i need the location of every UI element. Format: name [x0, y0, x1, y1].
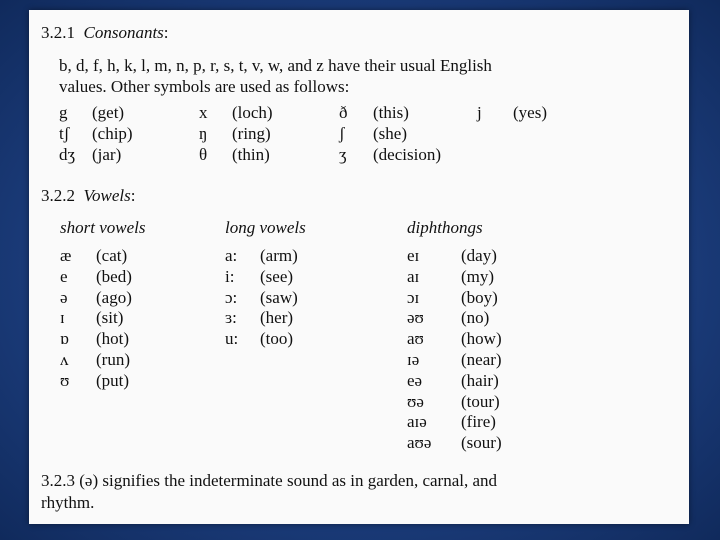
- section-title: Consonants: [83, 23, 164, 42]
- long-vowels-header: long vowels: [225, 218, 306, 237]
- long-vowel-example: (too): [260, 329, 294, 349]
- diph-vowel-example: (how): [461, 329, 502, 349]
- short-vowel-symbol: æ: [60, 246, 72, 265]
- consonant-example: (loch): [232, 103, 273, 122]
- long-vowel-example: (her): [260, 308, 294, 328]
- diph-vowel-example: (tour): [461, 391, 500, 411]
- consonant-example: (decision): [373, 145, 441, 164]
- consonant-example: (get): [92, 103, 125, 122]
- document-page: [29, 10, 689, 524]
- consonant-symbol: x: [199, 103, 208, 122]
- long-vowel-symbol: a:: [225, 246, 238, 265]
- section-number: 3.2.1: [41, 23, 75, 42]
- consonants-heading: [41, 23, 169, 43]
- consonant-symbol: ð: [339, 103, 348, 122]
- diph-vowel-example: (my): [461, 266, 495, 286]
- long-vowel-example: (arm): [260, 246, 298, 265]
- consonant-symbol: ŋ: [199, 124, 208, 143]
- long-vowel-symbol: i:: [225, 266, 235, 286]
- consonants-intro-line1: b, d, f, h, k, l, m, n, p, r, s, t, v, w, and z have their usual English: [59, 56, 492, 75]
- consonants-intro-line2: values. Other symbols are used as follows:: [59, 77, 350, 96]
- long-vowel-example: (saw): [260, 287, 298, 307]
- consonant-symbol: g: [59, 103, 68, 122]
- diph-vowel-symbol: ɪə: [407, 350, 420, 369]
- consonant-symbol: j: [477, 103, 482, 122]
- short-vowel-symbol: ʊ: [60, 370, 70, 390]
- diph-vowel-example: (boy): [461, 287, 498, 307]
- short-vowel-symbol: ɒ: [60, 329, 69, 349]
- heading-colon: :: [163, 23, 169, 42]
- consonant-symbol: θ: [199, 145, 208, 164]
- short-vowel-example: (sit): [96, 308, 124, 328]
- short-vowel-symbol: ʌ: [60, 350, 69, 369]
- short-vowel-symbol: ə: [60, 287, 68, 307]
- consonant-example: (yes): [513, 103, 547, 122]
- diph-vowel-symbol: aʊə: [407, 433, 432, 453]
- consonant-symbol: ʃ: [339, 124, 345, 143]
- heading-colon: :: [130, 186, 136, 205]
- diph-vowel-symbol: aɪ: [407, 266, 420, 286]
- short-vowel-example: (hot): [96, 329, 130, 349]
- diph-vowel-example: (hair): [461, 370, 499, 390]
- section-title: Vowels: [83, 186, 131, 205]
- long-vowel-symbol: ɜ:: [225, 308, 237, 328]
- consonant-symbol: tʃ: [59, 124, 70, 143]
- consonant-symbol: dʒ: [59, 145, 76, 164]
- long-vowel-symbol: ɔ:: [225, 287, 238, 307]
- note-line1: 3.2.3 (ə) signifies the indeterminate sound as in garden, carnal, and: [41, 471, 498, 490]
- short-vowel-example: (run): [96, 350, 130, 369]
- consonant-symbol: ʒ: [339, 145, 347, 164]
- short-vowel-example: (ago): [96, 287, 132, 307]
- consonant-example: (ring): [232, 124, 271, 143]
- diph-vowel-example: (fire): [461, 412, 496, 432]
- diph-vowel-symbol: eə: [407, 370, 423, 390]
- consonant-example: (jar): [92, 145, 122, 164]
- diphthongs-header: diphthongs: [407, 218, 483, 237]
- long-vowel-example: (see): [260, 266, 294, 286]
- diph-vowel-symbol: eɪ: [407, 246, 420, 265]
- short-vowel-symbol: e: [60, 266, 68, 286]
- diph-vowel-symbol: ʊə: [407, 391, 424, 411]
- consonant-example: (she): [373, 124, 407, 143]
- consonant-example: (thin): [232, 145, 270, 164]
- consonant-example: (chip): [92, 124, 133, 143]
- diph-vowel-example: (day): [461, 246, 497, 265]
- diph-vowel-example: (sour): [461, 433, 502, 453]
- diph-vowel-example: (near): [461, 350, 502, 369]
- short-vowel-symbol: ɪ: [60, 308, 65, 328]
- diph-vowel-example: (no): [461, 308, 490, 328]
- diph-vowel-symbol: aʊ: [407, 329, 424, 349]
- vowels-heading: [41, 186, 135, 206]
- diph-vowel-symbol: ɔɪ: [407, 287, 420, 307]
- short-vowel-example: (put): [96, 370, 130, 390]
- consonant-example: (this): [373, 103, 409, 122]
- short-vowel-example: (bed): [96, 266, 132, 286]
- section-number: 3.2.2: [41, 186, 75, 205]
- long-vowel-symbol: u:: [225, 329, 239, 349]
- short-vowels-header: short vowels: [60, 218, 146, 237]
- diph-vowel-symbol: aɪə: [407, 412, 427, 432]
- diph-vowel-symbol: əʊ: [407, 308, 424, 328]
- short-vowel-example: (cat): [96, 246, 128, 265]
- note-line2: rhythm.: [41, 493, 95, 512]
